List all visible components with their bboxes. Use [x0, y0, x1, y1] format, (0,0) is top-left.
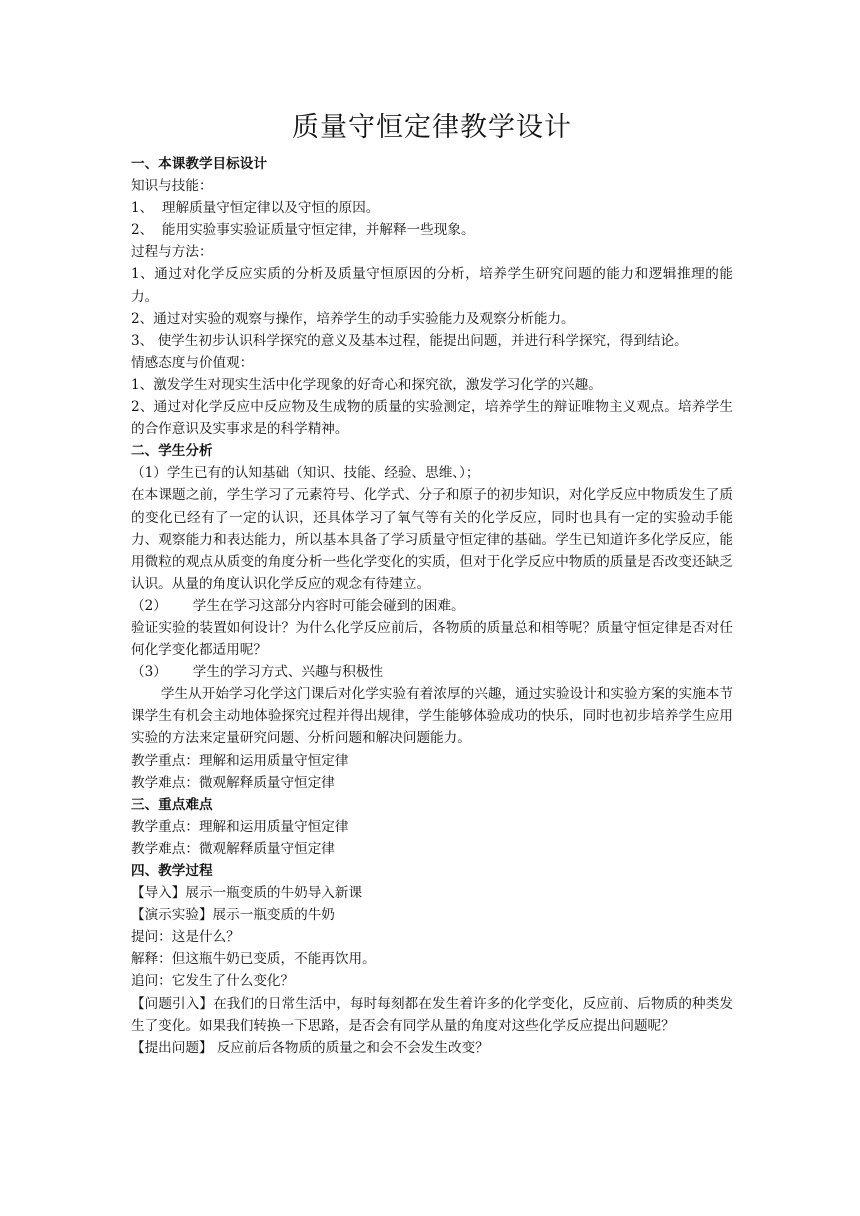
paragraph: 教学难点：微观解释质量守恒定律 [131, 774, 335, 791]
paragraph: 追问：它发生了什么变化？ [131, 973, 295, 990]
paragraph: 教学重点：理解和运用质量守恒定律 [131, 752, 349, 769]
paragraph: 1、激发学生对现实生活中化学现象的好奇心和探究欲，激发学习化学的兴趣。 [131, 376, 602, 393]
page-title: 质量守恒定律教学设计 [292, 112, 572, 143]
paragraph: （1）学生已有的认知基础（知识、技能、经验、思维、）； [131, 465, 480, 482]
paragraph: 【导入】展示一瓶变质的牛奶导入新课 [131, 885, 363, 902]
paragraph: 教学重点：理解和运用质量守恒定律 [131, 818, 349, 835]
paragraph: 【提出问题】 反应前后各物质的质量之和会不会发生改变？ [131, 1039, 489, 1056]
paragraph: 【问题引入】在我们的日常生活中，每时每刻都在发生着许多的化学变化，反应前、后物质的种类发生了变化。如果我们转换一下思路，是否会有同学从量的角度对这些化学反应提出问题呢？ [131, 995, 733, 1034]
paragraph: 1、 理解质量守恒定律以及守恒的原因。 [131, 200, 380, 217]
document-body [131, 108, 733, 1059]
section-heading: 四、教学过程 [131, 863, 213, 879]
paragraph: 学生从开始学习化学这门课后对化学实验有着浓厚的兴趣，通过实验设计和实验方案的实施本节课学生有机会主动地体验探究过程并得出规律，学生能够体验成功的快乐，同时也初步培养学生应用实验的方法来定量研究问题、分析问题和解决问题能力。 [131, 686, 733, 747]
paragraph: 【演示实验】展示一瓶变质的牛奶 [131, 907, 335, 924]
paragraph: 情感态度与价值观： [131, 354, 254, 371]
paragraph: 3、 使学生初步认识科学探究的意义及基本过程，能提出问题，并进行科学探究，得到结论。 [131, 332, 688, 349]
paragraph: 2、通过对化学反应中反应物及生成物的质量的实验测定，培养学生的辩证唯物主义观点。培养学生的合作意识及实事求是的科学精神。 [131, 399, 733, 438]
document-lines [131, 153, 733, 1059]
paragraph: （3） 学生的学习方式、兴趣与积极性 [131, 664, 384, 681]
paragraph: （2） 学生在学习这部分内容时可能会碰到的困难。 [131, 597, 465, 614]
section-heading: 一、本课教学目标设计 [131, 156, 267, 172]
paragraph: 1、通过对化学反应实质的分析及质量守恒原因的分析，培养学生研究问题的能力和逻辑推理的能力。 [131, 266, 733, 305]
paragraph: 解释：但这瓶牛奶已变质，不能再饮用。 [131, 951, 376, 968]
paragraph: 知识与技能： [131, 178, 213, 195]
paragraph: 教学难点：微观解释质量守恒定律 [131, 840, 335, 857]
paragraph: 2、通过对实验的观察与操作，培养学生的动手实验能力及观察分析能力。 [131, 310, 575, 327]
paragraph: 2、 能用实验事实验证质量守恒定律，并解释一些现象。 [131, 222, 475, 239]
section-heading: 三、重点难点 [131, 796, 213, 813]
paragraph: 提问：这是什么？ [131, 929, 240, 946]
section-heading: 二、学生分析 [131, 443, 213, 460]
paragraph: 验证实验的装置如何设计？为什么化学反应前后，各物质的质量总和相等呢？质量守恒定律是否对任何化学变化都适用呢？ [131, 619, 733, 659]
paragraph: 在本课题之前，学生学习了元素符号、化学式、分子和原子的初步知识，对化学反应中物质发生了质的变化已经有了一定的认识，还具体学习了氧气等有关的化学反应，同时也具有一定的实验动手能力、观察能力和表达能力，所以基本具备了学习质量守恒定律的基础。学生已知道许多化学反应，能用微粒的观点从质变的角度分析一些化学变化的实质，但对于化学反应中物质的质量是否改变还缺乏认识。从量的角度认识化学反应的观念有待建立。 [131, 487, 733, 592]
paragraph: 过程与方法： [131, 244, 213, 261]
